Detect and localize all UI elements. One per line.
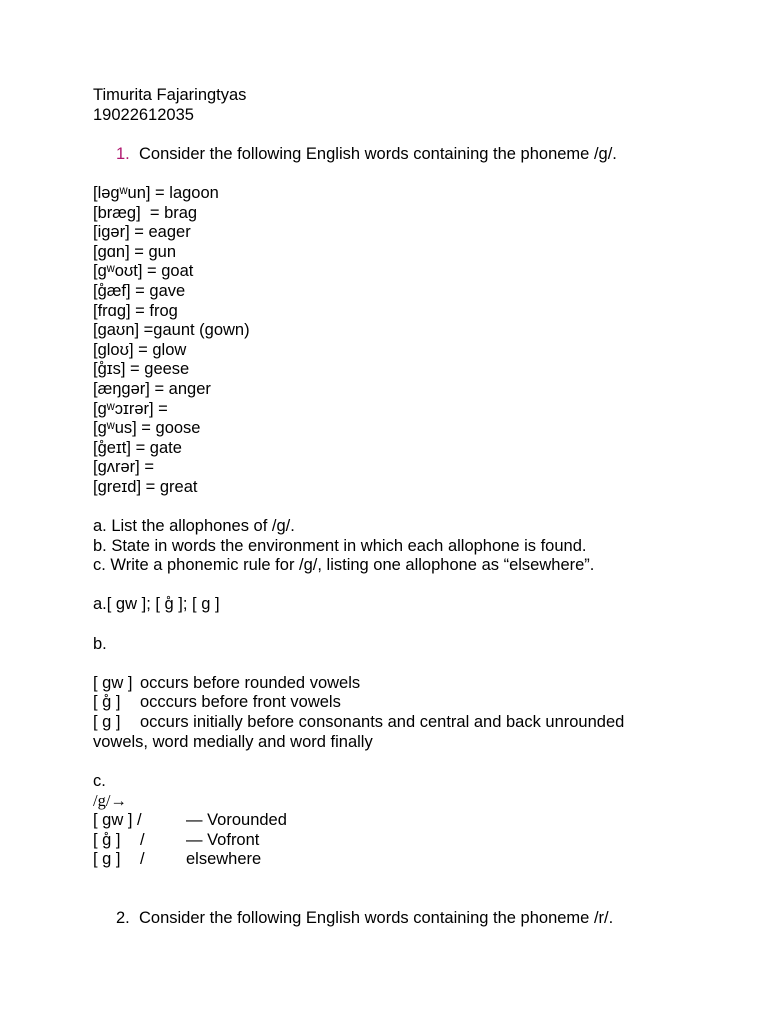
word-item: [g̊æf] = gave (93, 281, 186, 300)
spacer (93, 752, 693, 772)
answer-a: a.[ gw ]; [ g̊ ]; [ g ] (93, 595, 220, 614)
word-item: [g̊ɪs] = geese (93, 360, 190, 379)
word-list (93, 184, 693, 498)
allophone-row (93, 713, 693, 752)
word-item: [gʷɔɪrər] = (93, 399, 168, 418)
word-item: [ləgʷun] = lagoon (93, 183, 219, 202)
rule-slash: / (140, 850, 145, 869)
answer-b-list (93, 674, 693, 752)
rule-row (93, 850, 693, 870)
spacer (93, 125, 693, 145)
word-item: [gaʊn] =gaunt (gown) (93, 321, 250, 340)
spacer (93, 497, 693, 517)
allophone-symbol: [ g ] (93, 713, 121, 731)
question-2-number: 2. (116, 908, 130, 927)
allophone-row (93, 693, 693, 713)
rule-environment: elsewhere (186, 850, 262, 869)
rule-slash: / (140, 830, 145, 849)
allophone-environment: occurs initially before consonants and central and back unrounded vowels, word medially and word finally (93, 713, 625, 751)
question-2-prompt: Consider the following English words containing the phoneme /r/. (139, 908, 614, 927)
spacer (93, 870, 693, 890)
word-item: [gloʊ] = glow (93, 340, 187, 359)
rule-allophone: [ g̊ ] (93, 830, 121, 849)
rule-allophone: [ gw ] / (93, 810, 142, 829)
spacer (93, 889, 693, 909)
phonemic-rule (93, 811, 693, 870)
allophone-symbol: [ gw ] (93, 673, 133, 692)
word-item: [gɑn] = gun (93, 242, 177, 261)
rule-allophone: [ g ] (93, 850, 121, 869)
document-page (93, 86, 693, 929)
student-id: 19022612035 (93, 105, 194, 124)
question-1-number: 1. (116, 144, 130, 163)
allophone-symbol: [ g̊ ] (93, 693, 121, 712)
question-1-heading (93, 145, 693, 165)
answer-c-label: c. (93, 771, 106, 790)
word-item: [gʷus] = goose (93, 419, 201, 438)
spacer (93, 615, 693, 635)
word-item: [æŋgər] = anger (93, 379, 211, 398)
word-item: [frɑg] = frog (93, 301, 178, 320)
allophone-environment: occcurs before front vowels (140, 693, 341, 712)
rule-row (93, 831, 693, 851)
word-item: [igər] = eager (93, 223, 191, 242)
allophone-environment: occurs before rounded vowels (140, 673, 361, 692)
phoneme-rule-head: /g/→ (93, 791, 127, 811)
answer-b-label: b. (93, 634, 107, 653)
word-item: [bræg] = brag (93, 203, 198, 222)
question-2-heading (93, 909, 693, 929)
word-item: [g̊eɪt] = gate (93, 438, 182, 457)
spacer (93, 164, 693, 184)
spacer (93, 576, 693, 596)
author-name: Timurita Fajaringtyas (93, 86, 247, 104)
task-list (93, 517, 693, 576)
rule-row (93, 811, 693, 831)
question-1-prompt: Consider the following English words containing the phoneme /g/. (139, 144, 617, 163)
word-item: [gʷoʊt] = goat (93, 262, 194, 281)
task-c: c. Write a phonemic rule for /g/, listing one allophone as “elsewhere”. (93, 556, 595, 575)
word-item: [greɪd] = great (93, 477, 198, 496)
word-item: [gʌrər] = (93, 458, 154, 477)
task-b: b. State in words the environment in which each allophone is found. (93, 536, 587, 555)
rule-environment: — Vorounded (186, 810, 287, 829)
spacer (93, 654, 693, 674)
allophone-row (93, 674, 693, 694)
task-a: a. List the allophones of /g/. (93, 517, 295, 536)
rule-environment: — Vofront (186, 830, 260, 849)
